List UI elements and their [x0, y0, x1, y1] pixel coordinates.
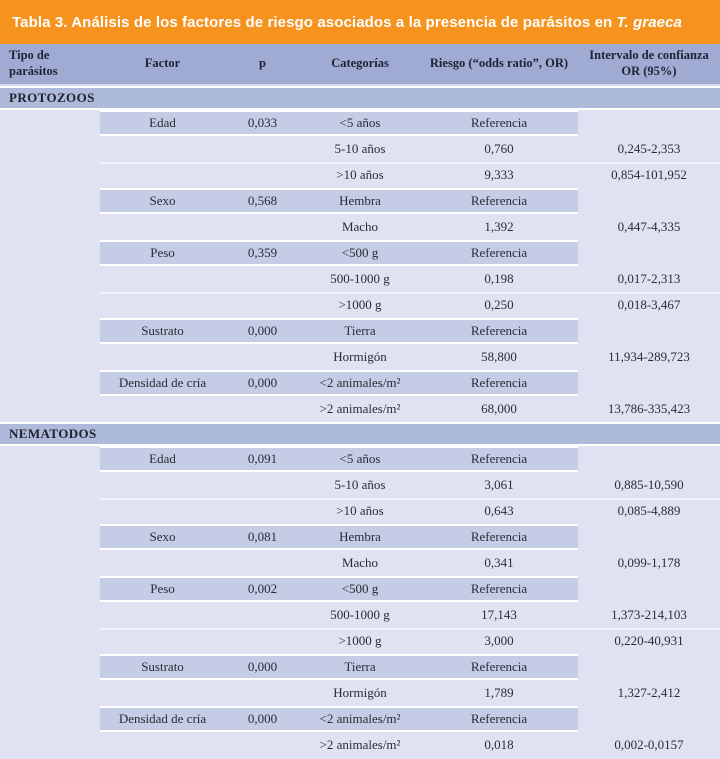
cell-factor: Peso: [100, 576, 225, 602]
cell-p-value: [225, 396, 300, 422]
cell-factor: Sustrato: [100, 654, 225, 680]
cell-intervalo-confianza: [578, 318, 720, 344]
cell-factor: [100, 266, 225, 292]
cell-intervalo-confianza: 0,220-40,931: [578, 628, 720, 654]
column-header-riesgo-or: Riesgo (“odds ratio”, OR): [429, 56, 569, 71]
cell-tipo-de-parasitos: [0, 680, 100, 706]
table-row: [0, 628, 720, 654]
table-row: [0, 266, 720, 292]
cell-categoria: Hormigón: [333, 349, 387, 364]
cell-p-value: 0,091: [225, 446, 300, 472]
cell-categoria: <500 g: [300, 576, 420, 602]
cell-riesgo-odds-ratio: 9,333: [420, 162, 578, 188]
column-header-intervalo-confianza: Intervalo de confianza OR (95%): [589, 48, 709, 78]
cell-tipo-de-parasitos: [0, 162, 100, 188]
table-row: [0, 214, 720, 240]
cell-p-value: [225, 680, 300, 706]
cell-intervalo-confianza: 0,099-1,178: [617, 555, 681, 570]
cell-riesgo-odds-ratio: 0,018: [484, 737, 514, 752]
cell-tipo-de-parasitos: [0, 602, 100, 628]
cell-categoria: Macho: [341, 555, 379, 570]
cell-categoria: <500 g: [300, 240, 420, 266]
cell-categoria: >10 años: [300, 498, 420, 524]
table-row: [0, 576, 720, 602]
cell-intervalo-confianza: [578, 370, 720, 396]
cell-intervalo-confianza: 11,934-289,723: [608, 349, 690, 364]
cell-tipo-de-parasitos: [0, 214, 100, 240]
cell-tipo-de-parasitos: PROTOZOOS: [9, 90, 95, 105]
cell-factor: [100, 628, 225, 654]
cell-intervalo-confianza: [578, 524, 720, 550]
cell-tipo-de-parasitos: [0, 550, 100, 576]
cell-intervalo-confianza: [578, 446, 720, 472]
cell-tipo-de-parasitos: [0, 396, 100, 422]
cell-p-value: 0,000: [225, 318, 300, 344]
cell-riesgo-odds-ratio: Referencia: [420, 706, 578, 732]
column-header-tipo-de-parasitos: Tipo de parásitos: [9, 48, 58, 78]
table-title: Tabla 3. Análisis de los factores de riesgo asociados a la presencia de parásitos en: [12, 13, 613, 31]
table-header-row: [0, 44, 720, 86]
table-row: [0, 292, 720, 318]
table-row: [0, 654, 720, 680]
column-header-p: p: [259, 56, 266, 71]
cell-categoria: <5 años: [300, 446, 420, 472]
table-row: [0, 498, 720, 524]
cell-factor: [100, 680, 225, 706]
cell-factor: [100, 162, 225, 188]
cell-categoria: Hembra: [300, 524, 420, 550]
section-row: [0, 422, 720, 446]
cell-p-value: [225, 214, 300, 240]
cell-p-value: 0,033: [225, 110, 300, 136]
cell-tipo-de-parasitos: [0, 732, 100, 758]
cell-tipo-de-parasitos: [0, 136, 100, 162]
cell-tipo-de-parasitos: [0, 706, 100, 732]
cell-intervalo-confianza: 1,373-214,103: [611, 607, 687, 622]
cell-intervalo-confianza: [578, 576, 720, 602]
cell-factor: [100, 602, 225, 628]
cell-intervalo-confianza: 13,786-335,423: [607, 401, 691, 416]
cell-riesgo-odds-ratio: 58,800: [481, 349, 517, 364]
cell-tipo-de-parasitos: [0, 318, 100, 344]
cell-riesgo-odds-ratio: 0,760: [484, 141, 514, 156]
cell-riesgo-odds-ratio: 0,341: [484, 555, 514, 570]
cell-tipo-de-parasitos: [0, 628, 100, 654]
cell-categoria: >2 animales/m²: [319, 401, 401, 416]
cell-p-value: [225, 136, 300, 162]
cell-factor: [100, 292, 225, 318]
cell-factor: [100, 344, 225, 370]
cell-intervalo-confianza: 0,018-3,467: [578, 292, 720, 318]
cell-categoria: Macho: [341, 219, 379, 234]
cell-intervalo-confianza: 0,447-4,335: [617, 219, 681, 234]
cell-categoria: >1000 g: [300, 292, 420, 318]
cell-categoria: Tierra: [300, 318, 420, 344]
cell-riesgo-odds-ratio: 0,198: [484, 271, 514, 286]
cell-factor: Sexo: [100, 188, 225, 214]
table-row: [0, 344, 720, 370]
cell-riesgo-odds-ratio: Referencia: [420, 318, 578, 344]
table-row: [0, 396, 720, 422]
cell-categoria: 500-1000 g: [330, 607, 390, 622]
cell-factor: [100, 214, 225, 240]
cell-factor: Peso: [100, 240, 225, 266]
species-name-italic: T. graeca: [616, 13, 682, 31]
cell-tipo-de-parasitos: [0, 524, 100, 550]
table-row: [0, 680, 720, 706]
table-body: [0, 86, 720, 759]
cell-intervalo-confianza: 0,017-2,313: [617, 271, 681, 286]
cell-p-value: [225, 732, 300, 758]
cell-riesgo-odds-ratio: Referencia: [420, 524, 578, 550]
table-row: [0, 472, 720, 498]
cell-tipo-de-parasitos: [0, 266, 100, 292]
table-row: [0, 188, 720, 214]
cell-p-value: 0,002: [225, 576, 300, 602]
cell-intervalo-confianza: [578, 654, 720, 680]
cell-factor: [100, 472, 225, 498]
cell-intervalo-confianza: [578, 188, 720, 214]
cell-riesgo-odds-ratio: 1,392: [484, 219, 514, 234]
cell-intervalo-confianza: [578, 110, 720, 136]
cell-categoria: Tierra: [300, 654, 420, 680]
cell-categoria: 500-1000 g: [330, 271, 390, 286]
cell-riesgo-odds-ratio: 17,143: [481, 607, 517, 622]
cell-tipo-de-parasitos: [0, 370, 100, 396]
cell-intervalo-confianza: 0,854-101,952: [578, 162, 720, 188]
cell-intervalo-confianza: 0,002-0,0157: [614, 737, 684, 752]
cell-riesgo-odds-ratio: Referencia: [420, 110, 578, 136]
cell-factor: [100, 396, 225, 422]
cell-factor: [100, 498, 225, 524]
cell-factor: Edad: [100, 446, 225, 472]
cell-tipo-de-parasitos: [0, 576, 100, 602]
table-title-bar: [0, 0, 720, 44]
cell-categoria: 5-10 años: [334, 477, 386, 492]
table-row: [0, 370, 720, 396]
cell-p-value: 0,568: [225, 188, 300, 214]
cell-categoria: 5-10 años: [334, 141, 386, 156]
cell-riesgo-odds-ratio: Referencia: [420, 446, 578, 472]
cell-categoria: <5 años: [300, 110, 420, 136]
cell-riesgo-odds-ratio: 1,789: [484, 685, 514, 700]
table-row: [0, 110, 720, 136]
cell-p-value: 0,359: [225, 240, 300, 266]
cell-tipo-de-parasitos: [0, 654, 100, 680]
cell-factor: Densidad de cría: [100, 370, 225, 396]
cell-tipo-de-parasitos: [0, 292, 100, 318]
table-row: [0, 706, 720, 732]
cell-p-value: [225, 292, 300, 318]
cell-factor: [100, 732, 225, 758]
cell-factor: Sexo: [100, 524, 225, 550]
cell-categoria: Hormigón: [333, 685, 387, 700]
table-row: [0, 446, 720, 472]
cell-p-value: [225, 472, 300, 498]
cell-riesgo-odds-ratio: 68,000: [481, 401, 517, 416]
cell-factor: Sustrato: [100, 318, 225, 344]
cell-riesgo-odds-ratio: Referencia: [420, 576, 578, 602]
column-header-categorias: Categorías: [331, 56, 389, 71]
cell-p-value: [225, 628, 300, 654]
column-header-factor: Factor: [144, 56, 181, 71]
table-row: [0, 136, 720, 162]
cell-intervalo-confianza: [578, 240, 720, 266]
cell-categoria: <2 animales/m²: [300, 370, 420, 396]
cell-p-value: 0,000: [225, 370, 300, 396]
cell-factor: Edad: [100, 110, 225, 136]
cell-tipo-de-parasitos: [0, 498, 100, 524]
cell-riesgo-odds-ratio: 0,643: [420, 498, 578, 524]
cell-riesgo-odds-ratio: 3,000: [420, 628, 578, 654]
table-row: [0, 732, 720, 758]
cell-p-value: [225, 344, 300, 370]
cell-p-value: 0,000: [225, 706, 300, 732]
cell-intervalo-confianza: [578, 706, 720, 732]
cell-riesgo-odds-ratio: 0,250: [420, 292, 578, 318]
cell-p-value: [225, 550, 300, 576]
table-row: [0, 318, 720, 344]
cell-categoria: >1000 g: [300, 628, 420, 654]
cell-p-value: 0,000: [225, 654, 300, 680]
cell-intervalo-confianza: 0,085-4,889: [578, 498, 720, 524]
cell-tipo-de-parasitos: [0, 472, 100, 498]
cell-riesgo-odds-ratio: 3,061: [484, 477, 514, 492]
cell-p-value: [225, 162, 300, 188]
table-row: [0, 524, 720, 550]
cell-tipo-de-parasitos: [0, 110, 100, 136]
table-row: [0, 240, 720, 266]
cell-tipo-de-parasitos: NEMATODOS: [9, 426, 97, 441]
cell-factor: Densidad de cría: [100, 706, 225, 732]
cell-categoria: >10 años: [300, 162, 420, 188]
cell-tipo-de-parasitos: [0, 188, 100, 214]
cell-intervalo-confianza: 0,885-10,590: [614, 477, 684, 492]
cell-p-value: [225, 266, 300, 292]
section-row: [0, 86, 720, 110]
cell-tipo-de-parasitos: [0, 344, 100, 370]
table-row: [0, 550, 720, 576]
cell-p-value: 0,081: [225, 524, 300, 550]
cell-p-value: [225, 602, 300, 628]
cell-tipo-de-parasitos: [0, 446, 100, 472]
cell-riesgo-odds-ratio: Referencia: [420, 188, 578, 214]
cell-riesgo-odds-ratio: Referencia: [420, 240, 578, 266]
table-row: [0, 162, 720, 188]
cell-factor: [100, 550, 225, 576]
table-row: [0, 602, 720, 628]
cell-riesgo-odds-ratio: Referencia: [420, 654, 578, 680]
cell-p-value: [225, 498, 300, 524]
cell-intervalo-confianza: 1,327-2,412: [617, 685, 681, 700]
cell-categoria: >2 animales/m²: [319, 737, 401, 752]
cell-intervalo-confianza: 0,245-2,353: [617, 141, 681, 156]
cell-factor: [100, 136, 225, 162]
cell-categoria: Hembra: [300, 188, 420, 214]
cell-tipo-de-parasitos: [0, 240, 100, 266]
cell-riesgo-odds-ratio: Referencia: [420, 370, 578, 396]
cell-categoria: <2 animales/m²: [300, 706, 420, 732]
